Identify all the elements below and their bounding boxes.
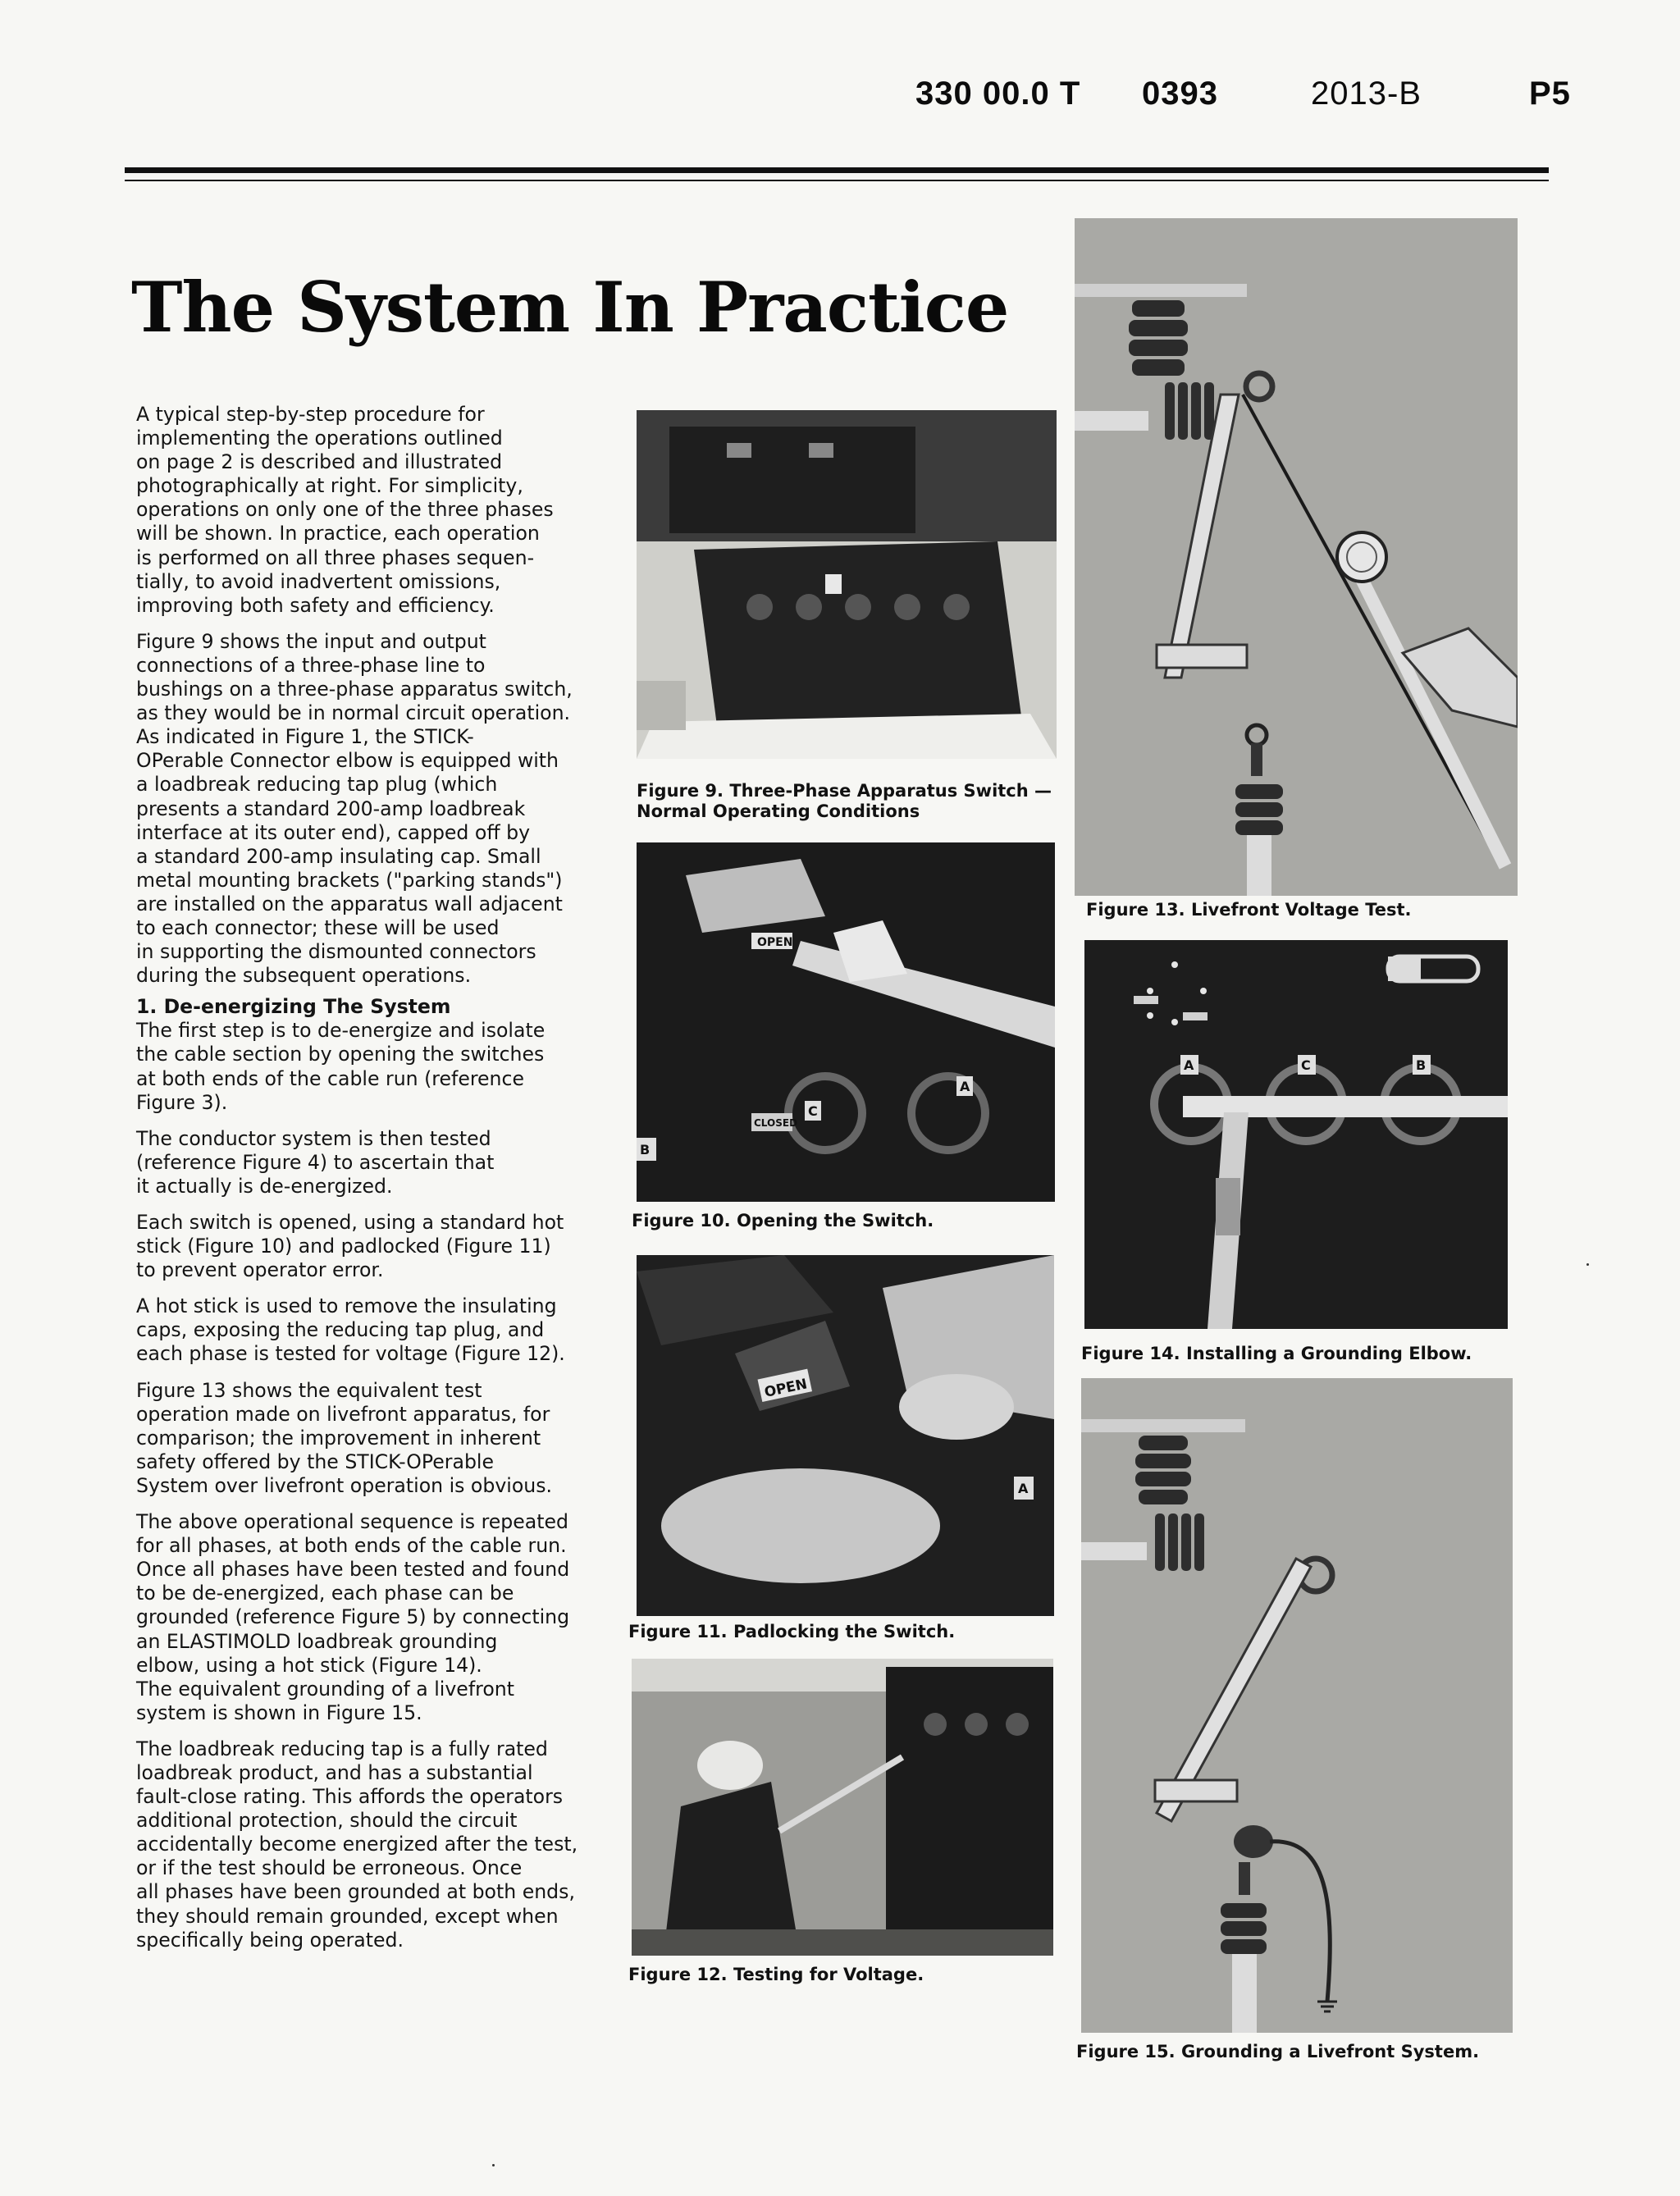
text-line: connections of a three-phase line to [136, 653, 486, 677]
text-line: interface at its outer end), capped off by [136, 820, 531, 844]
text-line: in supporting the dismounted connectors [136, 940, 536, 964]
figure14-b-label: B [1416, 1057, 1427, 1073]
text-line: they should remain grounded, except when [136, 1904, 559, 1928]
figure9-photo [637, 410, 1057, 759]
text-line: to prevent operator error. [136, 1258, 384, 1282]
text-line: during the subsequent operations. [136, 964, 472, 988]
text-line: The conductor system is then tested [136, 1126, 491, 1150]
text-line: comparison; the improvement in inherent [136, 1426, 541, 1450]
text-line: improving both safety and efficiency. [136, 593, 495, 617]
text-line: system is shown in Figure 15. [136, 1701, 422, 1724]
figure12-caption: Figure 12. Testing for Voltage. [628, 1965, 924, 1984]
intro-paragraph [136, 403, 612, 618]
text-line: elbow, using a hot stick (Figure 14). [136, 1653, 482, 1677]
text-line: operations on only one of the three phases [136, 498, 554, 522]
text-line: Each switch is opened, using a standard hot [136, 1211, 564, 1234]
figure11-caption: Figure 11. Padlocking the Switch. [628, 1622, 956, 1641]
figure9-caption-line2: Normal Operating Conditions [637, 801, 920, 821]
text-line: The above operational sequence is repeated [136, 1510, 568, 1534]
text-line: accidentally become energized after the test, [136, 1833, 578, 1856]
text-line: to each connector; these will be used [136, 915, 500, 939]
text-line: The first step is to de-energize and isolate [136, 1019, 546, 1043]
text-line: tially, to avoid inadvertent omissions, [136, 569, 501, 593]
text-line: caps, exposing the reducing tap plug, and [136, 1318, 545, 1342]
text-line: is performed on all three phases sequen- [136, 546, 535, 569]
figure12-photo [632, 1659, 1053, 1956]
figure14-caption: Figure 14. Installing a Grounding Elbow. [1081, 1344, 1472, 1363]
text-line: operation made on livefront apparatus, for [136, 1402, 550, 1426]
scan-speck [1586, 1263, 1589, 1266]
step7-paragraph [136, 1737, 612, 1952]
text-line: System over livefront operation is obvious. [136, 1473, 553, 1497]
text-line: additional protection, should the circuit [136, 1809, 518, 1833]
text-line: a standard 200-amp insulating cap. Small [136, 844, 541, 868]
figure15-caption: Figure 15. Grounding a Livefront System. [1076, 2042, 1480, 2061]
text-line: the cable section by opening the switches [136, 1043, 545, 1066]
figure13-caption: Figure 13. Livefront Voltage Test. [1086, 900, 1412, 920]
text-line: As indicated in Figure 1, the STICK- [136, 725, 474, 749]
text-line: on page 2 is described and illustrated [136, 450, 503, 474]
text-line: Figure 3). [136, 1090, 228, 1114]
text-line: an ELASTIMOLD loadbreak grounding [136, 1629, 498, 1653]
text-line: will be shown. In practice, each operation [136, 522, 540, 546]
text-line: or if the test should be erroneous. Once [136, 1856, 523, 1880]
document-code: 0393 [1142, 75, 1218, 112]
text-line: are installed on the apparatus wall adjacent [136, 892, 563, 915]
step5-paragraph [136, 1379, 612, 1498]
text-line: photographically at right. For simplicity, [136, 474, 523, 498]
text-line: it actually is de-energized. [136, 1174, 393, 1198]
figure10-photo [637, 842, 1055, 1202]
section-heading: 1. De-energizing The System [136, 995, 451, 1019]
text-line: specifically being operated. [136, 1928, 404, 1952]
text-line: all phases have been grounded at both ends, [136, 1880, 575, 1904]
figure9-description-paragraph [136, 630, 612, 988]
page-title: The System In Practice [131, 267, 1009, 348]
step2-paragraph [136, 1127, 612, 1198]
text-line: A hot stick is used to remove the insulating [136, 1294, 557, 1318]
scan-speck [492, 2164, 495, 2166]
text-line: implementing the operations outlined [136, 427, 503, 450]
document-number: 330 00.0 T [915, 75, 1081, 112]
text-line: at both ends of the cable run (reference [136, 1066, 524, 1090]
body-text-column [136, 403, 612, 1965]
text-line: OPerable Connector elbow is equipped with [136, 749, 559, 773]
text-line: A typical step-by-step procedure for [136, 403, 485, 426]
text-line: as they would be in normal circuit operation. [136, 701, 571, 725]
text-line: presents a standard 200-amp loadbreak [136, 797, 526, 820]
header-rule-thin [125, 180, 1549, 181]
text-line: Once all phases have been tested and found [136, 1558, 570, 1582]
text-line: loadbreak product, and has a substantial [136, 1760, 533, 1784]
text-line: fault-close rating. This affords the operators [136, 1785, 564, 1809]
page-number: P5 [1529, 75, 1571, 112]
figure10-c-label: C [808, 1103, 818, 1119]
figure11-open-label: OPEN [763, 1376, 809, 1401]
text-line: Figure 9 shows the input and output [136, 629, 486, 653]
text-line: bushings on a three-phase apparatus switch, [136, 678, 573, 701]
text-line: (reference Figure 4) to ascertain that [136, 1150, 495, 1174]
figure9-caption-line1: Figure 9. Three-Phase Apparatus Switch — [637, 781, 1052, 801]
text-line: each phase is tested for voltage (Figure 12). [136, 1342, 565, 1366]
figure14-photo [1084, 940, 1508, 1329]
figure11-photo [637, 1255, 1054, 1616]
figure13-photo [1075, 218, 1518, 896]
step6-paragraph [136, 1510, 612, 1725]
document-revision: 2013-B [1311, 75, 1422, 112]
text-line: a loadbreak reducing tap plug (which [136, 773, 498, 797]
text-line: to be de-energized, each phase can be [136, 1582, 514, 1605]
figure15-photo [1081, 1378, 1513, 2033]
text-line: grounded (reference Figure 5) by connecting [136, 1605, 570, 1629]
figure14-a-label: A [1184, 1057, 1194, 1073]
text-line: Figure 13 shows the equivalent test [136, 1378, 482, 1402]
step4-paragraph [136, 1294, 612, 1366]
figure10-caption: Figure 10. Opening the Switch. [632, 1211, 934, 1230]
text-line: stick (Figure 10) and padlocked (Figure 11) [136, 1235, 551, 1258]
text-line: metal mounting brackets ("parking stands") [136, 868, 563, 892]
step3-paragraph [136, 1211, 612, 1282]
header-rule-thick [125, 167, 1549, 173]
text-line: The equivalent grounding of a livefront [136, 1677, 514, 1701]
text-line: for all phases, at both ends of the cable run. [136, 1534, 567, 1558]
text-line: safety offered by the STICK-OPerable [136, 1450, 494, 1473]
figure10-b-label: B [640, 1142, 651, 1157]
figure10-a-label: A [960, 1079, 970, 1094]
step1-paragraph [136, 1019, 612, 1114]
figure14-c-label: C [1301, 1057, 1311, 1073]
figure11-a-label: A [1018, 1481, 1029, 1496]
text-line: The loadbreak reducing tap is a fully rated [136, 1737, 548, 1760]
figure10-open-label: OPEN [757, 936, 793, 949]
figure10-closed-label: CLOSED [754, 1117, 798, 1129]
